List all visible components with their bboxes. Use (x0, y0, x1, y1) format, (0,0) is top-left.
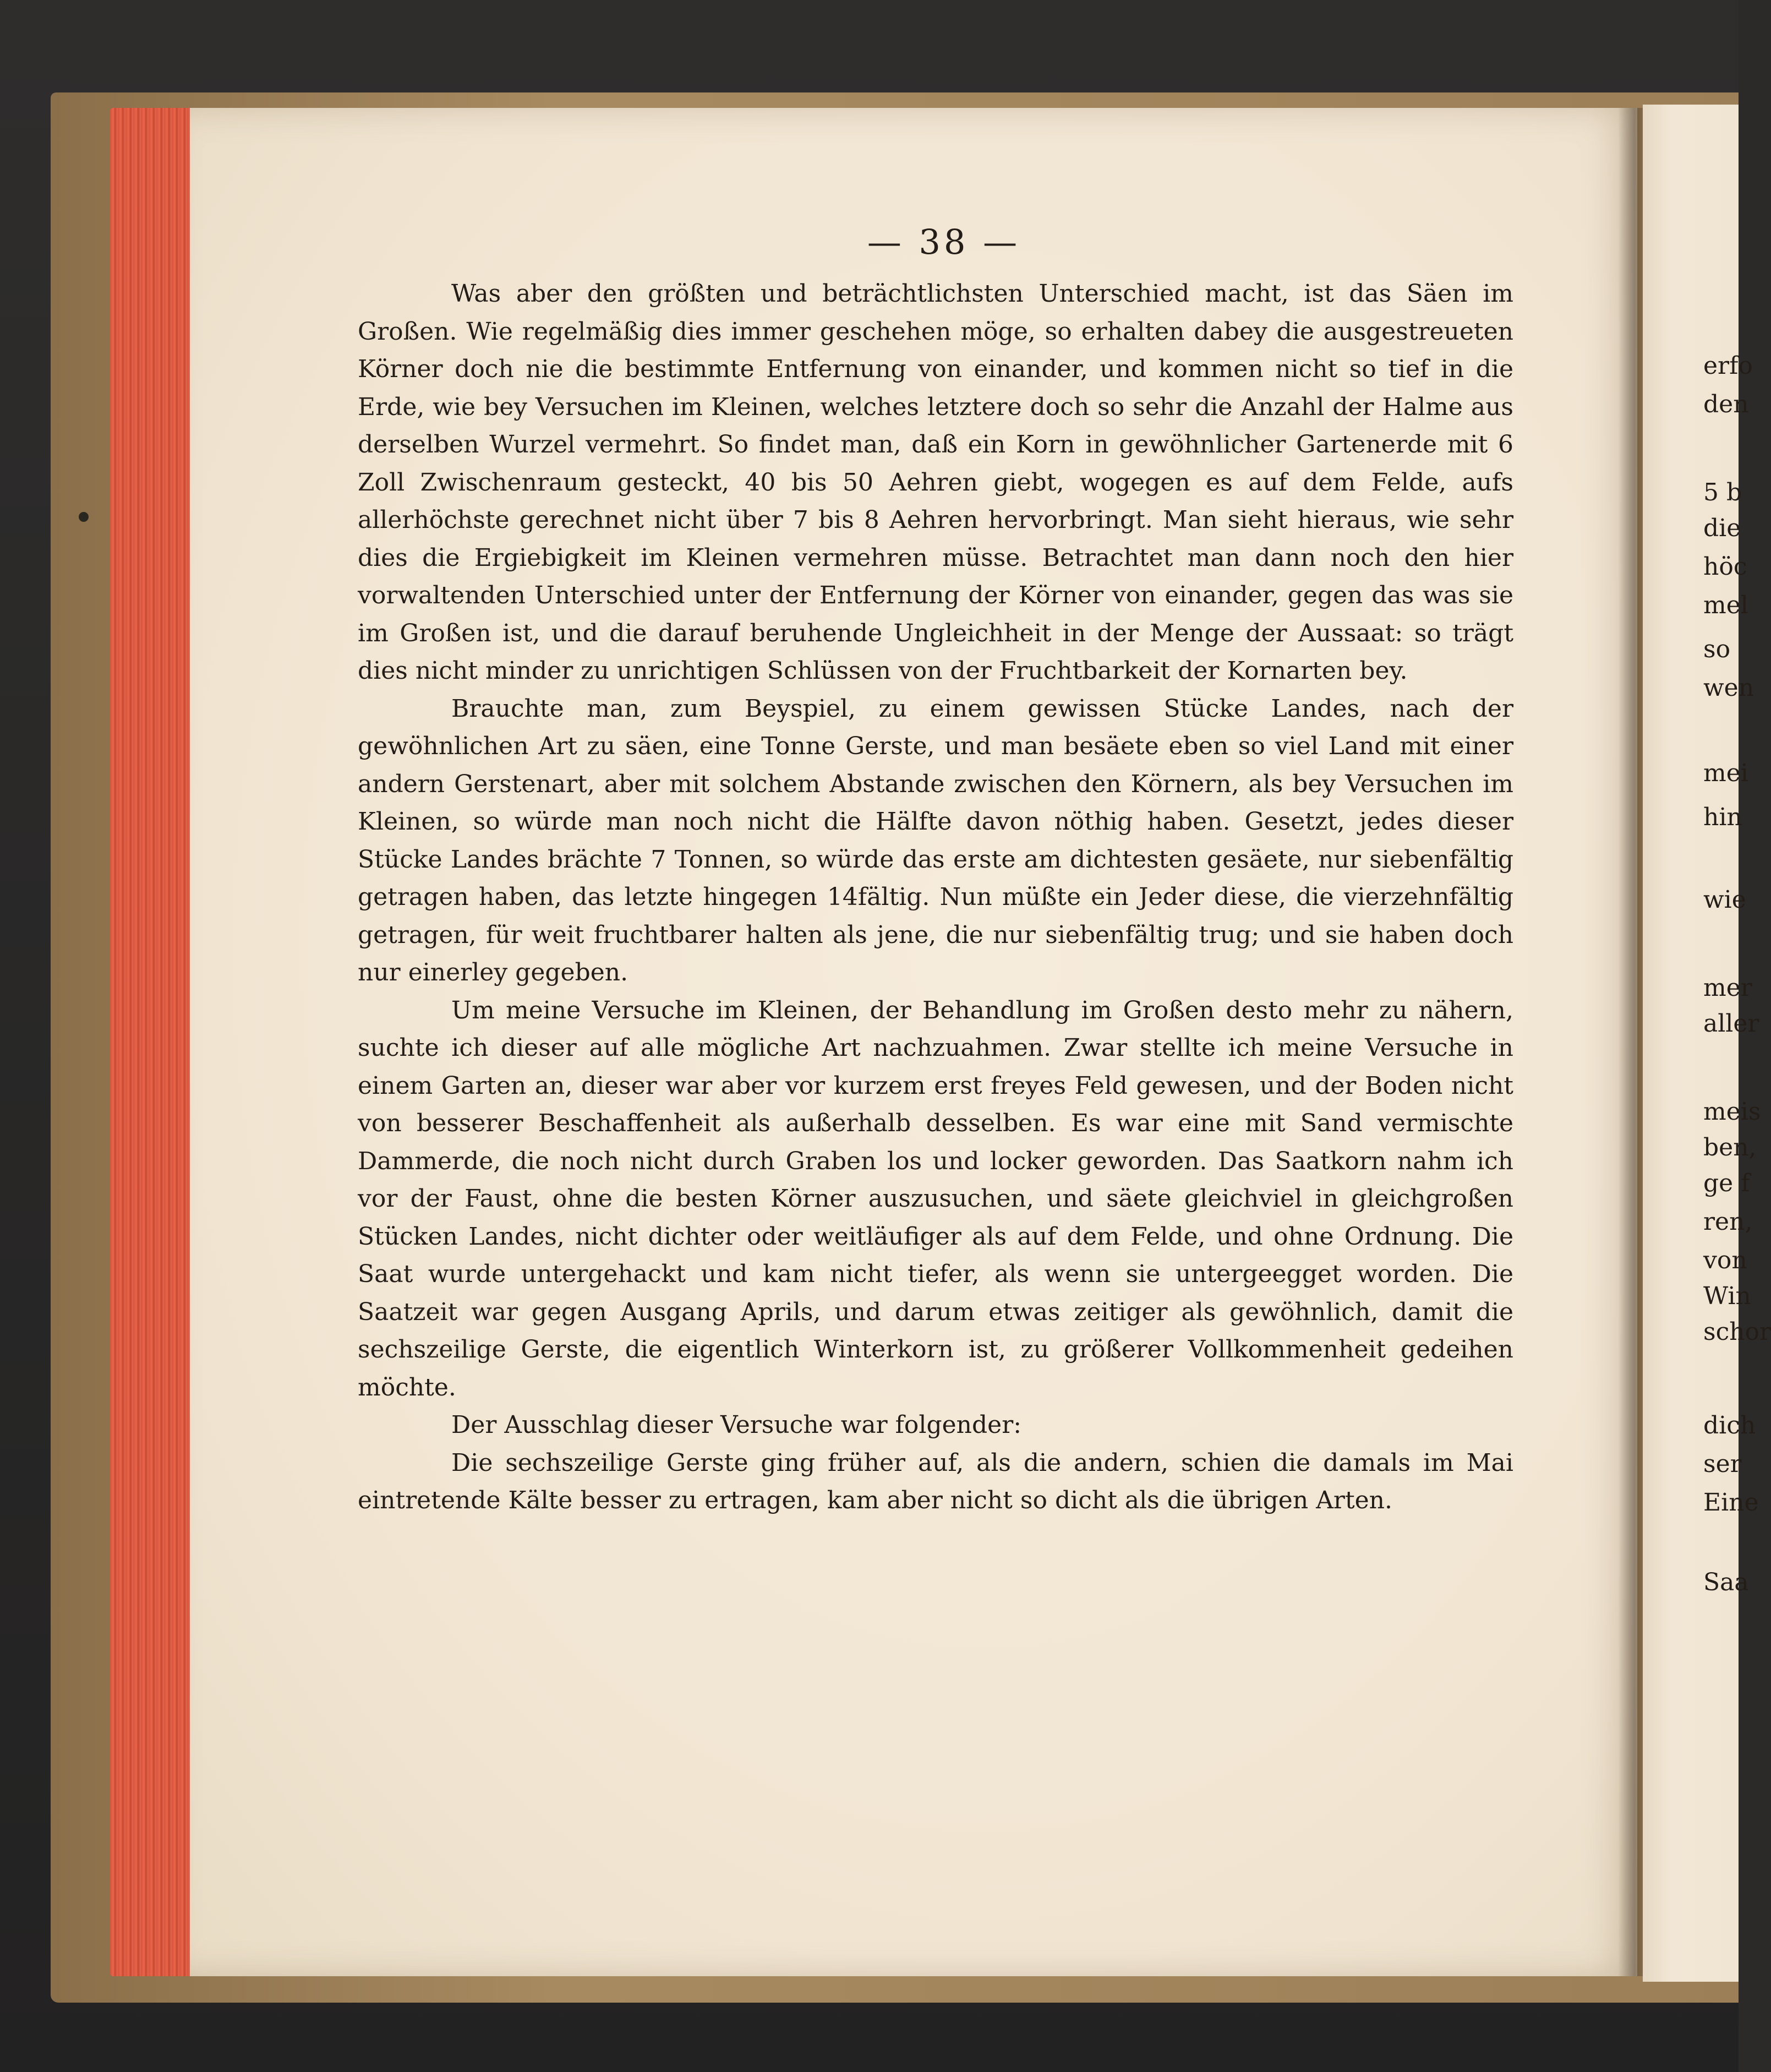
right-page-fragment: den (1703, 390, 1749, 418)
paragraph: Um meine Versuche im Kleinen, der Behandlung im Großen desto mehr zu nähern, suchte ich dieser auf alle mögliche Art nachzuahmen. Zwar stellte ich meine Versuche in einem Garten an, dieser war aber vor kurzem erst freyes Feld gewesen, und der Boden nicht von besserer Beschaffenheit als außerhalb desselben. Es war eine mit Sand vermischte Dammerde, die noch nicht durch Graben los und locker geworden. Das Saatkorn nahm ich vor der Faust, ohne die besten Körner auszusuchen, und säete gleichviel in gleichgroßen Stücken Landes, nicht dichter oder weitläufiger als auf dem Felde, und ohne Ordnung. Die Saat wurde untergehackt und kam nicht tiefer, als wenn sie untergeegget worden. Die Saatzeit war gegen Ausgang Aprils, und darum etwas zeitiger als gewöhnlich, damit die sechszeilige Gerste, die eigentlich Winterkorn ist, zu größerer Vollkommenheit gedeihen möchte. (358, 996, 1513, 1402)
right-page-fragment: aller (1703, 1010, 1759, 1038)
right-page-fragment: so (1703, 635, 1731, 663)
page-edges (110, 108, 193, 1976)
right-page-fragment: wen (1703, 674, 1754, 702)
right-page-fragment: wie (1703, 886, 1746, 914)
right-page-fragment: ben, (1703, 1133, 1757, 1162)
right-page-fragment: mer (1703, 974, 1752, 1002)
right-page-fragment: ge f (1703, 1169, 1750, 1197)
paragraph: Die sechszeilige Gerste ging früher auf, als die andern, schien die damals im Mai eintretende Kälte besser zu ertragen, kam aber nicht so dicht als die übrigen Arten. (358, 1448, 1513, 1514)
right-page-fragment: hin (1703, 803, 1742, 831)
right-page-fragment: meis (1703, 1098, 1761, 1126)
right-page-fragment: Win (1703, 1282, 1751, 1310)
right-page-fragment: ser (1703, 1450, 1742, 1478)
right-page-fragment: Eine (1703, 1488, 1759, 1517)
paragraph: Was aber den größten und beträchtlichsten Unterschied macht, ist das Säen im Großen. Wie regelmäßig dies immer geschehen möge, so erhalten dabey die ausgestreueten Körner doch nie die bestimmte Entfernung von einander, und kommen nicht so tief in die Erde, wie bey Versuchen im Kleinen, welches letztere doch so sehr die Anzahl der Halme aus derselben Wurzel vermehrt. So findet man, daß ein Korn in gewöhnlicher Gartenerde mit 6 Zoll Zwischenraum gesteckt, 40 bis 50 Aehren giebt, wogegen es auf dem Felde, aufs allerhöchste gerechnet nicht über 7 bis 8 Aehren hervorbringt. Man sieht hieraus, wie sehr dies die Ergiebigkeit im Kleinen vermehren müsse. Betrachtet man dann noch den hier vorwaltenden Unterschied unter der Entfernung der Körner von einander, gegen das was sie im Großen ist, und die darauf beruhende Ungleichheit in der Menge der Aussaat: so trägt dies nicht minder zu unrichtigen Schlüssen von der Fruchtbarkeit der Kornarten bey. (358, 280, 1513, 685)
right-page-fragment: dich (1703, 1411, 1756, 1440)
body-text (358, 275, 1513, 1520)
right-page-fragment: ren, (1703, 1208, 1753, 1236)
paragraph: Der Ausschlag dieser Versuche war folgender: (451, 1411, 1022, 1439)
right-page-fragment: erfo (1703, 352, 1753, 380)
right-page (1643, 105, 1739, 1982)
right-page-fragment: 5 b (1703, 478, 1742, 506)
right-page-fragment: höc (1703, 553, 1747, 581)
right-page-fragment: Saa (1703, 1568, 1749, 1596)
page-number: — 38 — (867, 222, 1021, 262)
right-page-fragment: schor (1703, 1318, 1771, 1346)
right-page-fragment: mel (1703, 591, 1748, 619)
binding-hole (79, 512, 89, 522)
right-page-fragment: von (1703, 1246, 1747, 1274)
right-page-fragment: mei (1703, 759, 1748, 787)
paragraph: Brauchte man, zum Beyspiel, zu einem gewissen Stücke Landes, nach der gewöhnlichen Art zu säen, eine Tonne Gerste, und man besäete eben so viel Land mit einer andern Gerstenart, aber mit solchem Abstande zwischen den Körnern, als bey Versuchen im Kleinen, so würde man noch nicht die Hälfte davon nöthig haben. Gesetzt, jedes dieser Stücke Landes brächte 7 Tonnen, so würde das erste am dichtesten gesäete, nur siebenfältig getragen haben, das letzte hingegen 14fältig. Nun müßte ein Jeder diese, die vierzehnfältig getragen, für weit fruchtbarer halten als jene, die nur siebenfältig trug; und sie haben doch nur einerley gegeben. (358, 694, 1513, 986)
right-page-fragment: die (1703, 514, 1741, 542)
